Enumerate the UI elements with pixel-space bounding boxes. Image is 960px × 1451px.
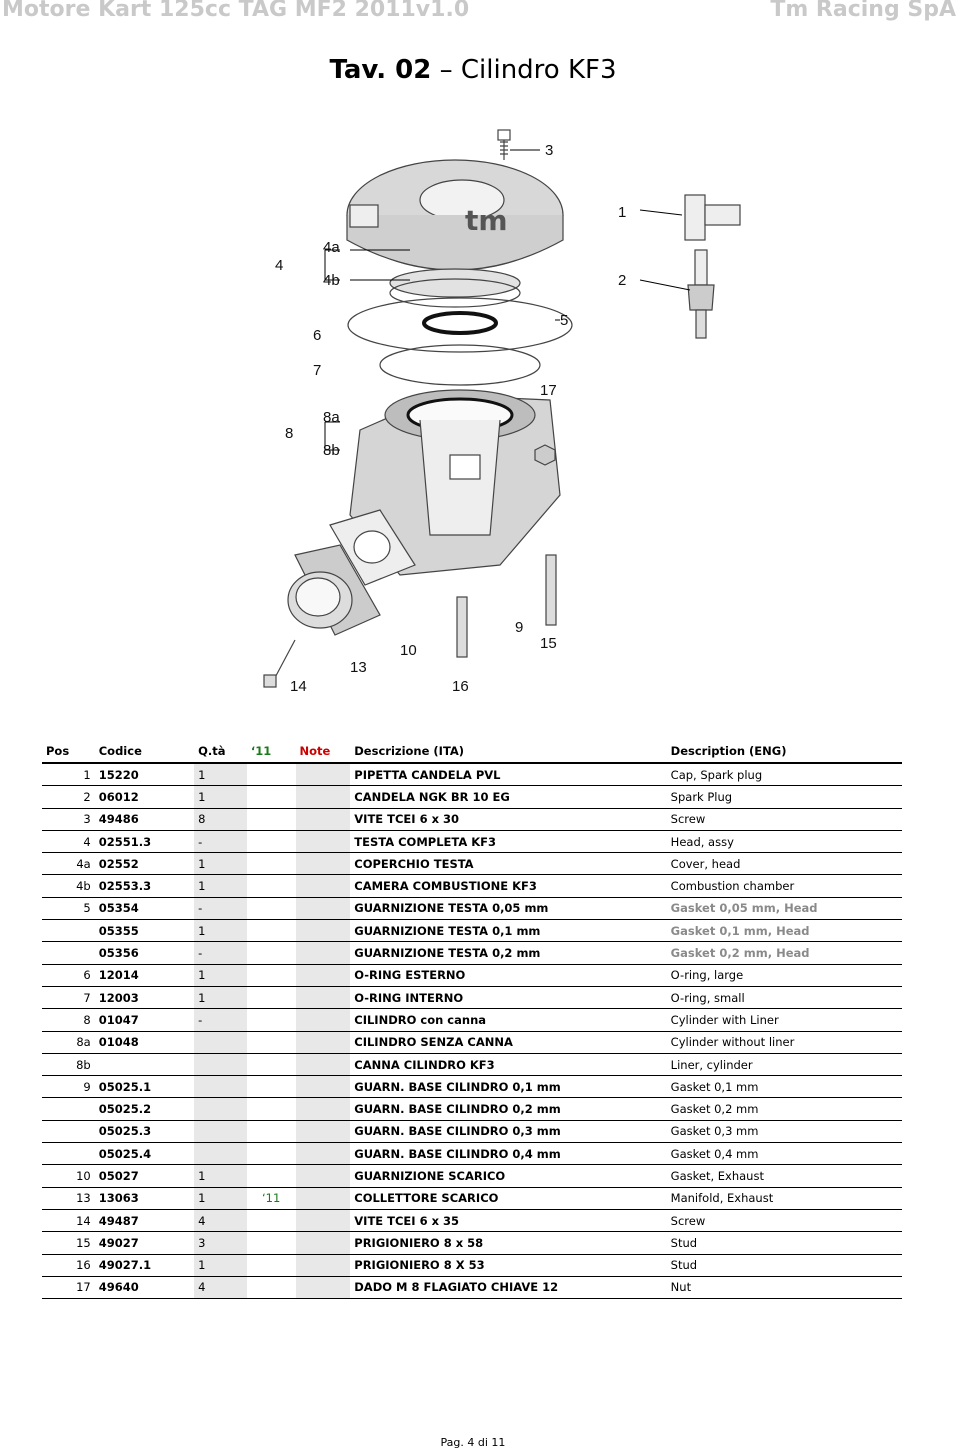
cell-codice: 02552 [95, 853, 194, 875]
cell-11 [247, 1031, 296, 1053]
cell-11 [247, 1053, 296, 1075]
cell-11: ‘11 [247, 1187, 296, 1209]
col-ita-header: Descrizione (ITA) [350, 740, 666, 763]
cell-pos: 6 [42, 964, 95, 986]
cell-ita: CILINDRO SENZA CANNA [350, 1031, 666, 1053]
cell-codice: 05356 [95, 942, 194, 964]
cell-eng: Spark Plug [667, 786, 902, 808]
cell-eng: Cap, Spark plug [667, 763, 902, 786]
cell-eng: Gasket 0,3 mm [667, 1120, 902, 1142]
cell-11 [247, 853, 296, 875]
cell-eng: Gasket 0,05 mm, Head [667, 897, 902, 919]
spark-plug-cap-part [685, 195, 740, 240]
cell-11 [247, 763, 296, 786]
cell-11 [247, 897, 296, 919]
title-dash: – [439, 55, 453, 85]
cell-note [296, 1076, 351, 1098]
table-row [42, 986, 902, 1008]
cell-eng: Combustion chamber [667, 875, 902, 897]
callout-label: 4a [323, 239, 340, 256]
cell-eng: Cylinder without liner [667, 1031, 902, 1053]
cell-ita: COPERCHIO TESTA [350, 853, 666, 875]
table-row [42, 1143, 902, 1165]
cell-ita: COLLETTORE SCARICO [350, 1187, 666, 1209]
cell-qta: - [194, 942, 247, 964]
cell-note [296, 1143, 351, 1165]
cell-qta: 1 [194, 1187, 247, 1209]
table-row [42, 1276, 902, 1298]
cell-pos: 8 [42, 1009, 95, 1031]
cell-ita: O-RING ESTERNO [350, 964, 666, 986]
cell-pos: 13 [42, 1187, 95, 1209]
cell-ita: GUARN. BASE CILINDRO 0,2 mm [350, 1098, 666, 1120]
cell-codice: 12014 [95, 964, 194, 986]
cell-note [296, 920, 351, 942]
cylinder-head-part [347, 160, 563, 270]
document-title: Motore Kart 125cc TAG MF2 2011v1.0 [2, 0, 470, 22]
cell-11 [247, 1254, 296, 1276]
cell-note [296, 1009, 351, 1031]
page-number: Pag. 4 di 11 [440, 1436, 506, 1449]
cell-codice [95, 1053, 194, 1075]
cell-eng: Nut [667, 1276, 902, 1298]
cell-codice: 02553.3 [95, 875, 194, 897]
cell-qta [194, 1053, 247, 1075]
cell-11 [247, 942, 296, 964]
cell-pos: 3 [42, 808, 95, 830]
table-row [42, 1254, 902, 1276]
cell-11 [247, 1143, 296, 1165]
cell-codice: 05355 [95, 920, 194, 942]
cell-note [296, 942, 351, 964]
table-row [42, 808, 902, 830]
cell-codice: 01048 [95, 1031, 194, 1053]
cell-note [296, 763, 351, 786]
cell-11 [247, 830, 296, 852]
table-row [42, 1031, 902, 1053]
title-name: Cilindro KF3 [460, 55, 617, 85]
callout-label: 15 [540, 635, 557, 652]
cell-qta: 1 [194, 1254, 247, 1276]
cell-codice: 06012 [95, 786, 194, 808]
cell-ita: O-RING INTERNO [350, 986, 666, 1008]
col-11-header: ‘11 [247, 740, 296, 763]
cell-qta: 3 [194, 1232, 247, 1254]
cell-qta: 4 [194, 1276, 247, 1298]
cell-11 [247, 1009, 296, 1031]
cell-pos [42, 942, 95, 964]
cell-ita: TESTA COMPLETA KF3 [350, 830, 666, 852]
cell-eng: Gasket 0,4 mm [667, 1143, 902, 1165]
cell-11 [247, 1120, 296, 1142]
cell-note [296, 1209, 351, 1231]
cell-ita: PRIGIONIERO 8 x 58 [350, 1232, 666, 1254]
cell-note [296, 830, 351, 852]
cell-eng: Head, assy [667, 830, 902, 852]
svg-text:tm: tm [465, 204, 508, 237]
callout-label: 6 [313, 327, 322, 344]
table-row [42, 1165, 902, 1187]
cell-eng: Gasket 0,2 mm [667, 1098, 902, 1120]
cell-eng: Stud [667, 1254, 902, 1276]
cell-eng: Screw [667, 808, 902, 830]
stud-part-15 [546, 555, 556, 625]
cell-11 [247, 1232, 296, 1254]
cell-eng: Gasket 0,1 mm [667, 1076, 902, 1098]
table-row [42, 1209, 902, 1231]
nut-part-17 [535, 445, 555, 465]
cell-ita: GUARNIZIONE SCARICO [350, 1165, 666, 1187]
callout-label: 16 [452, 678, 469, 695]
cell-11 [247, 1276, 296, 1298]
table-header-row [42, 740, 902, 763]
table-row [42, 897, 902, 919]
cell-codice: 05025.2 [95, 1098, 194, 1120]
callout-label: 13 [350, 659, 367, 676]
cell-qta: 1 [194, 986, 247, 1008]
table-row [42, 830, 902, 852]
cell-11 [247, 808, 296, 830]
col-qta-header: Q.tà [194, 740, 247, 763]
callout-label: 3 [545, 142, 554, 159]
cell-eng: Liner, cylinder [667, 1053, 902, 1075]
col-pos-header: Pos [42, 740, 95, 763]
cell-pos: 5 [42, 897, 95, 919]
cell-pos: 7 [42, 986, 95, 1008]
cell-ita: PIPETTA CANDELA PVL [350, 763, 666, 786]
cell-pos [42, 1143, 95, 1165]
cell-11 [247, 920, 296, 942]
table-row [42, 786, 902, 808]
cell-pos: 8a [42, 1031, 95, 1053]
cell-pos: 4a [42, 853, 95, 875]
cell-eng: Cover, head [667, 853, 902, 875]
o-ring-small-part [380, 345, 540, 385]
cell-note [296, 1098, 351, 1120]
cell-11 [247, 1209, 296, 1231]
company-name: Tm Racing SpA [770, 0, 956, 22]
cell-codice: 05025.3 [95, 1120, 194, 1142]
cell-eng: Screw [667, 1209, 902, 1231]
cell-ita: VITE TCEI 6 x 35 [350, 1209, 666, 1231]
table-row [42, 1098, 902, 1120]
col-codice-header: Codice [95, 740, 194, 763]
stud-part-16 [457, 597, 467, 657]
table-row [42, 1187, 902, 1209]
cell-eng: Gasket 0,1 mm, Head [667, 920, 902, 942]
spark-plug-part [688, 250, 714, 338]
cell-pos: 4 [42, 830, 95, 852]
table-row [42, 1053, 902, 1075]
callout-label: 8 [285, 425, 294, 442]
callout-label: 9 [515, 619, 524, 636]
cell-note [296, 853, 351, 875]
cell-codice: 15220 [95, 763, 194, 786]
cell-qta: 1 [194, 964, 247, 986]
cell-note [296, 1165, 351, 1187]
table-row [42, 763, 902, 786]
col-eng-header: Description (ENG) [667, 740, 902, 763]
callout-label: 17 [540, 382, 557, 399]
callout-label: 4b [323, 272, 340, 289]
cell-note [296, 786, 351, 808]
cell-qta: 1 [194, 786, 247, 808]
table-row [42, 1120, 902, 1142]
cell-qta [194, 1143, 247, 1165]
table-row [42, 920, 902, 942]
callout-label: 1 [618, 204, 627, 221]
cell-pos: 15 [42, 1232, 95, 1254]
cell-pos [42, 920, 95, 942]
cell-eng: O-ring, large [667, 964, 902, 986]
cell-eng: O-ring, small [667, 986, 902, 1008]
cell-codice: 05025.1 [95, 1076, 194, 1098]
cell-pos: 17 [42, 1276, 95, 1298]
cell-eng: Cylinder with Liner [667, 1009, 902, 1031]
cell-eng: Stud [667, 1232, 902, 1254]
cell-ita: DADO M 8 FLAGIATO CHIAVE 12 [350, 1276, 666, 1298]
cell-pos: 8b [42, 1053, 95, 1075]
callout-label: 14 [290, 678, 307, 695]
o-ring-large-part [424, 313, 496, 333]
callout-label: 8a [323, 409, 340, 426]
cell-qta: - [194, 830, 247, 852]
cell-ita: GUARN. BASE CILINDRO 0,3 mm [350, 1120, 666, 1142]
cell-ita: GUARN. BASE CILINDRO 0,4 mm [350, 1143, 666, 1165]
cell-qta [194, 1076, 247, 1098]
cell-ita: VITE TCEI 6 x 30 [350, 808, 666, 830]
cell-qta: 1 [194, 853, 247, 875]
cell-qta: 4 [194, 1209, 247, 1231]
cell-11 [247, 964, 296, 986]
cell-note [296, 1120, 351, 1142]
cell-note [296, 1254, 351, 1276]
cell-note [296, 1232, 351, 1254]
table-row [42, 853, 902, 875]
cell-eng: Gasket 0,2 mm, Head [667, 942, 902, 964]
cell-ita: CAMERA COMBUSTIONE KF3 [350, 875, 666, 897]
head-gasket-part [348, 298, 572, 352]
cell-eng: Gasket, Exhaust [667, 1165, 902, 1187]
cell-qta: 1 [194, 875, 247, 897]
callout-label: 4 [275, 257, 284, 274]
cell-qta: - [194, 897, 247, 919]
table-row [42, 1076, 902, 1098]
cell-11 [247, 786, 296, 808]
parts-table-body [42, 763, 902, 1299]
callout-label: 7 [313, 362, 322, 379]
cell-codice: 05027 [95, 1165, 194, 1187]
cell-note [296, 1276, 351, 1298]
cell-11 [247, 875, 296, 897]
cell-note [296, 808, 351, 830]
col-note-header: Note [296, 740, 351, 763]
cell-codice: 12003 [95, 986, 194, 1008]
cell-qta [194, 1031, 247, 1053]
cell-codice: 02551.3 [95, 830, 194, 852]
parts-table [42, 740, 902, 1299]
callout-label: 10 [400, 642, 417, 659]
cell-qta: 8 [194, 808, 247, 830]
table-row [42, 1232, 902, 1254]
cell-codice: 49487 [95, 1209, 194, 1231]
cell-qta: 1 [194, 1165, 247, 1187]
cell-ita: GUARNIZIONE TESTA 0,2 mm [350, 942, 666, 964]
cell-qta [194, 1120, 247, 1142]
callout-label: 8b [323, 442, 340, 459]
cell-codice: 49027 [95, 1232, 194, 1254]
cell-note [296, 875, 351, 897]
cell-codice: 49486 [95, 808, 194, 830]
cell-ita: GUARNIZIONE TESTA 0,1 mm [350, 920, 666, 942]
cell-ita: CANNA CILINDRO KF3 [350, 1053, 666, 1075]
cell-codice: 49027.1 [95, 1254, 194, 1276]
table-row [42, 1009, 902, 1031]
cell-11 [247, 1165, 296, 1187]
cell-qta [194, 1098, 247, 1120]
cell-qta: 1 [194, 763, 247, 786]
cell-11 [247, 1076, 296, 1098]
cell-pos: 10 [42, 1165, 95, 1187]
page-title [0, 55, 946, 85]
cell-11 [247, 986, 296, 1008]
cell-codice: 49640 [95, 1276, 194, 1298]
screw-part-3 [498, 130, 510, 160]
cell-ita: CANDELA NGK BR 10 EG [350, 786, 666, 808]
cell-qta: - [194, 1009, 247, 1031]
cell-codice: 05025.4 [95, 1143, 194, 1165]
callout-label: 5 [560, 312, 569, 329]
table-number: Tav. 02 [329, 55, 432, 85]
cell-eng: Manifold, Exhaust [667, 1187, 902, 1209]
cell-pos: 14 [42, 1209, 95, 1231]
cell-note [296, 986, 351, 1008]
callout-label: 2 [618, 272, 627, 289]
cell-note [296, 1053, 351, 1075]
exploded-parts-diagram [250, 115, 770, 705]
cell-pos: 4b [42, 875, 95, 897]
cell-pos [42, 1098, 95, 1120]
cell-11 [247, 1098, 296, 1120]
table-row [42, 964, 902, 986]
cell-note [296, 897, 351, 919]
cell-ita: PRIGIONIERO 8 X 53 [350, 1254, 666, 1276]
cell-pos: 1 [42, 763, 95, 786]
cell-ita: CILINDRO con canna [350, 1009, 666, 1031]
cell-qta: 1 [194, 920, 247, 942]
cell-codice: 01047 [95, 1009, 194, 1031]
cell-pos: 9 [42, 1076, 95, 1098]
cell-codice: 05354 [95, 897, 194, 919]
cell-pos: 16 [42, 1254, 95, 1276]
page-header [0, 0, 960, 26]
cell-ita: GUARN. BASE CILINDRO 0,1 mm [350, 1076, 666, 1098]
table-row [42, 875, 902, 897]
table-row [42, 942, 902, 964]
cell-ita: GUARNIZIONE TESTA 0,05 mm [350, 897, 666, 919]
cell-pos [42, 1120, 95, 1142]
cell-note [296, 1187, 351, 1209]
cell-note [296, 964, 351, 986]
cell-note [296, 1031, 351, 1053]
cell-codice: 13063 [95, 1187, 194, 1209]
cell-pos: 2 [42, 786, 95, 808]
